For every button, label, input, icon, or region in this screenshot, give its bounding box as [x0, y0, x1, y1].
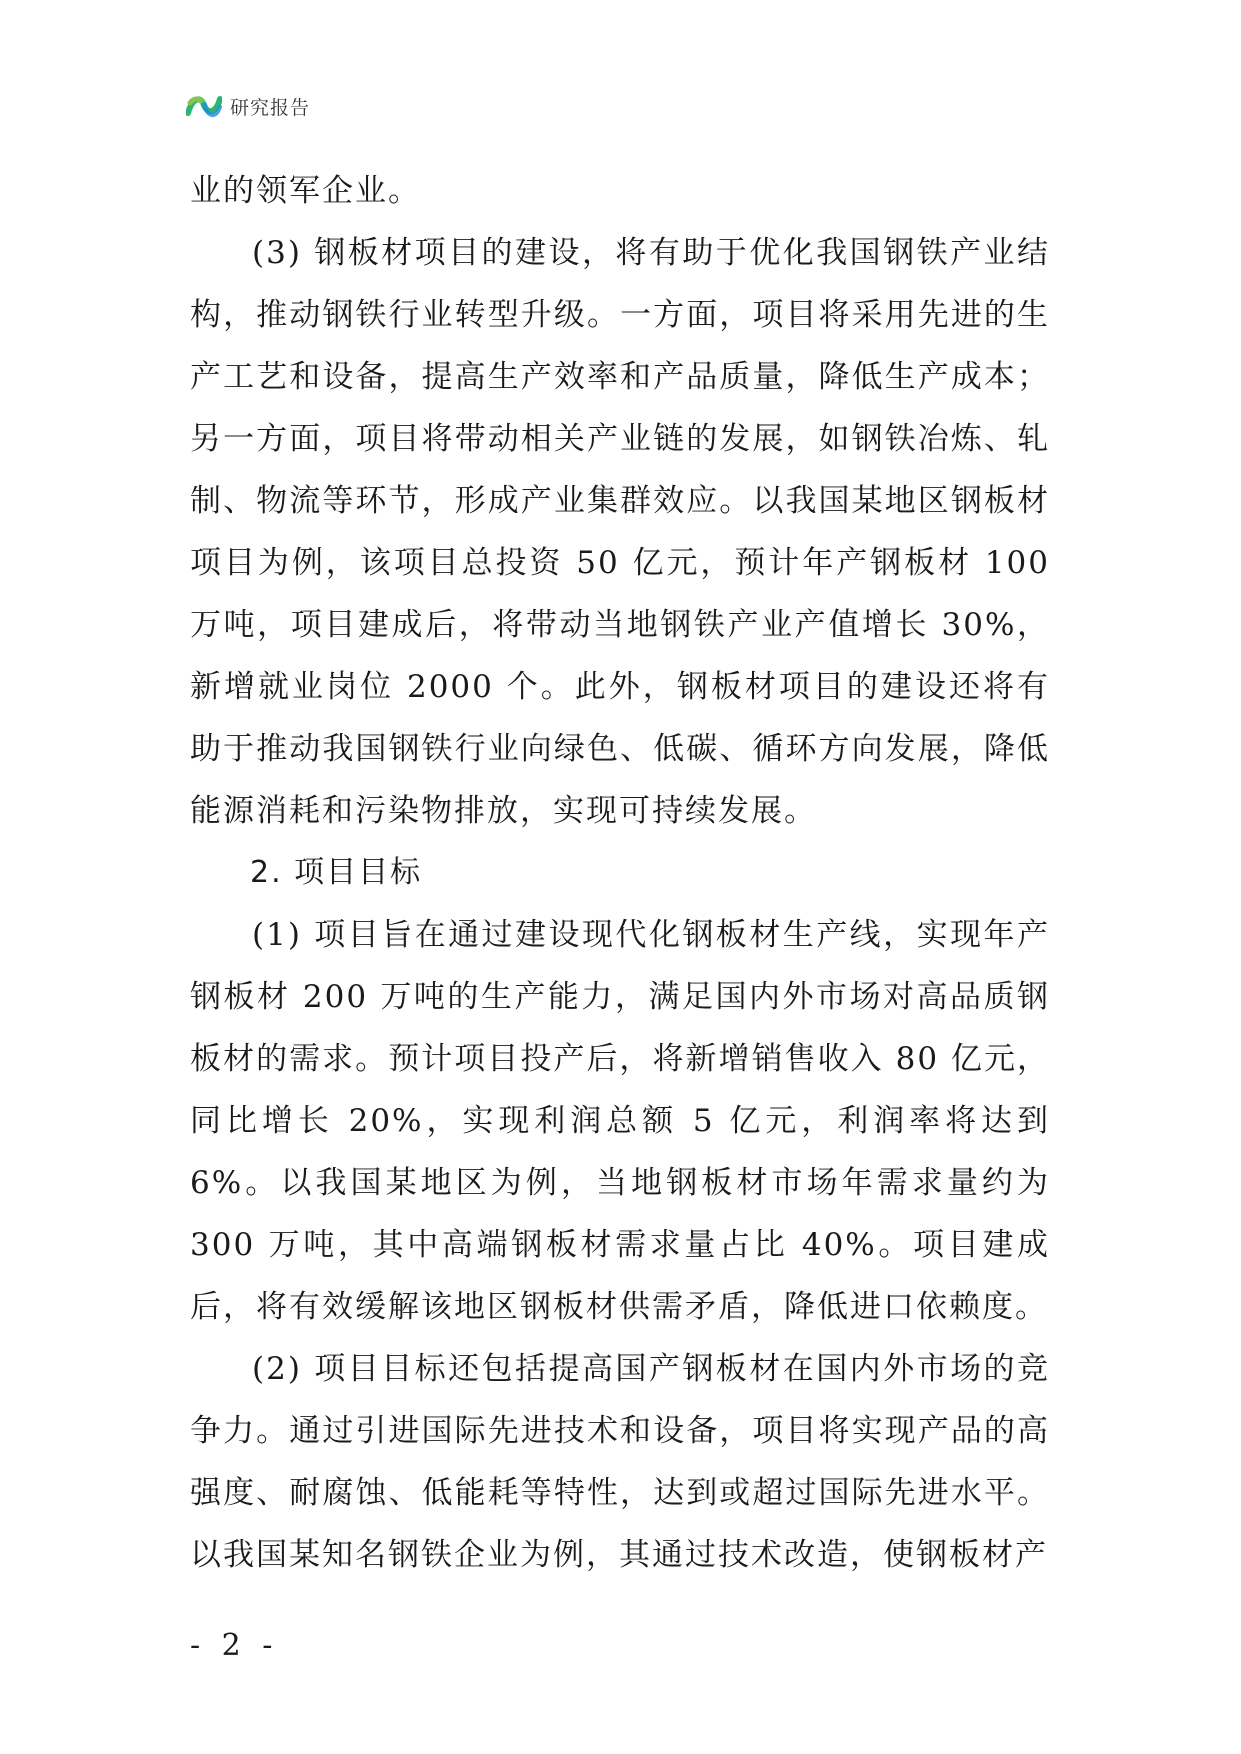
header-title: 研究报告 — [230, 96, 311, 119]
page-number: - 2 - — [190, 1628, 279, 1663]
logo-icon — [186, 91, 222, 121]
paragraph-3: (3) 钢板材项目的建设，将有助于优化我国钢铁产业结构，推动钢铁行业转型升级。一方面，项目将采用先进的生产工艺和设备，提高生产效率和产品质量，降低生产成本；另一方面，项目将带动相关产业链的发展，如钢铁冶炼、轧制、物流等环节，形成产业集群效应。以我国某地区钢板材项目为例，该项目总投资 50 亿元，预计年产钢板材 100 万吨，项目建成后，将带动当地钢铁产业产值增长 30%，新增就业岗位 2000 个。此外，钢板材项目的建设还将有助于推动我国钢铁行业向绿色、低碳、循环方向发展，降低能源消耗和污染物排放，实现可持续发展。 — [190, 235, 1050, 829]
paragraph-continuation: 业的领军企业。 — [190, 173, 421, 209]
paragraph-goal-2: (2) 项目目标还包括提高国产钢板材在国内外市场的竞争力。通过引进国际先进技术和设备，项目将实现产品的高强度、耐腐蚀、低能耗等特性，达到或超过国际先进水平。以我国某知名钢铁企业为例，其通过技术改造，使钢板材产 — [190, 1351, 1050, 1573]
paragraph-goal-1: (1) 项目旨在通过建设现代化钢板材生产线，实现年产钢板材 200 万吨的生产能力，满足国内外市场对高品质钢板材的需求。预计项目投产后，将新增销售收入 80 亿元，同比增长 20%，实现利润总额 5 亿元，利润率将达到 6%。以我国某地区为例，当地钢板材市场年需求量约为 300 万吨，其中高端钢板材需求量占比 40%。项目建成后，将有效缓解该地区钢板材供需矛盾，降低进口依赖度。 — [190, 917, 1050, 1325]
section-heading-project-goals: 2. 项目目标 — [250, 855, 423, 890]
document-body — [190, 160, 1050, 1586]
page-header — [186, 88, 310, 124]
